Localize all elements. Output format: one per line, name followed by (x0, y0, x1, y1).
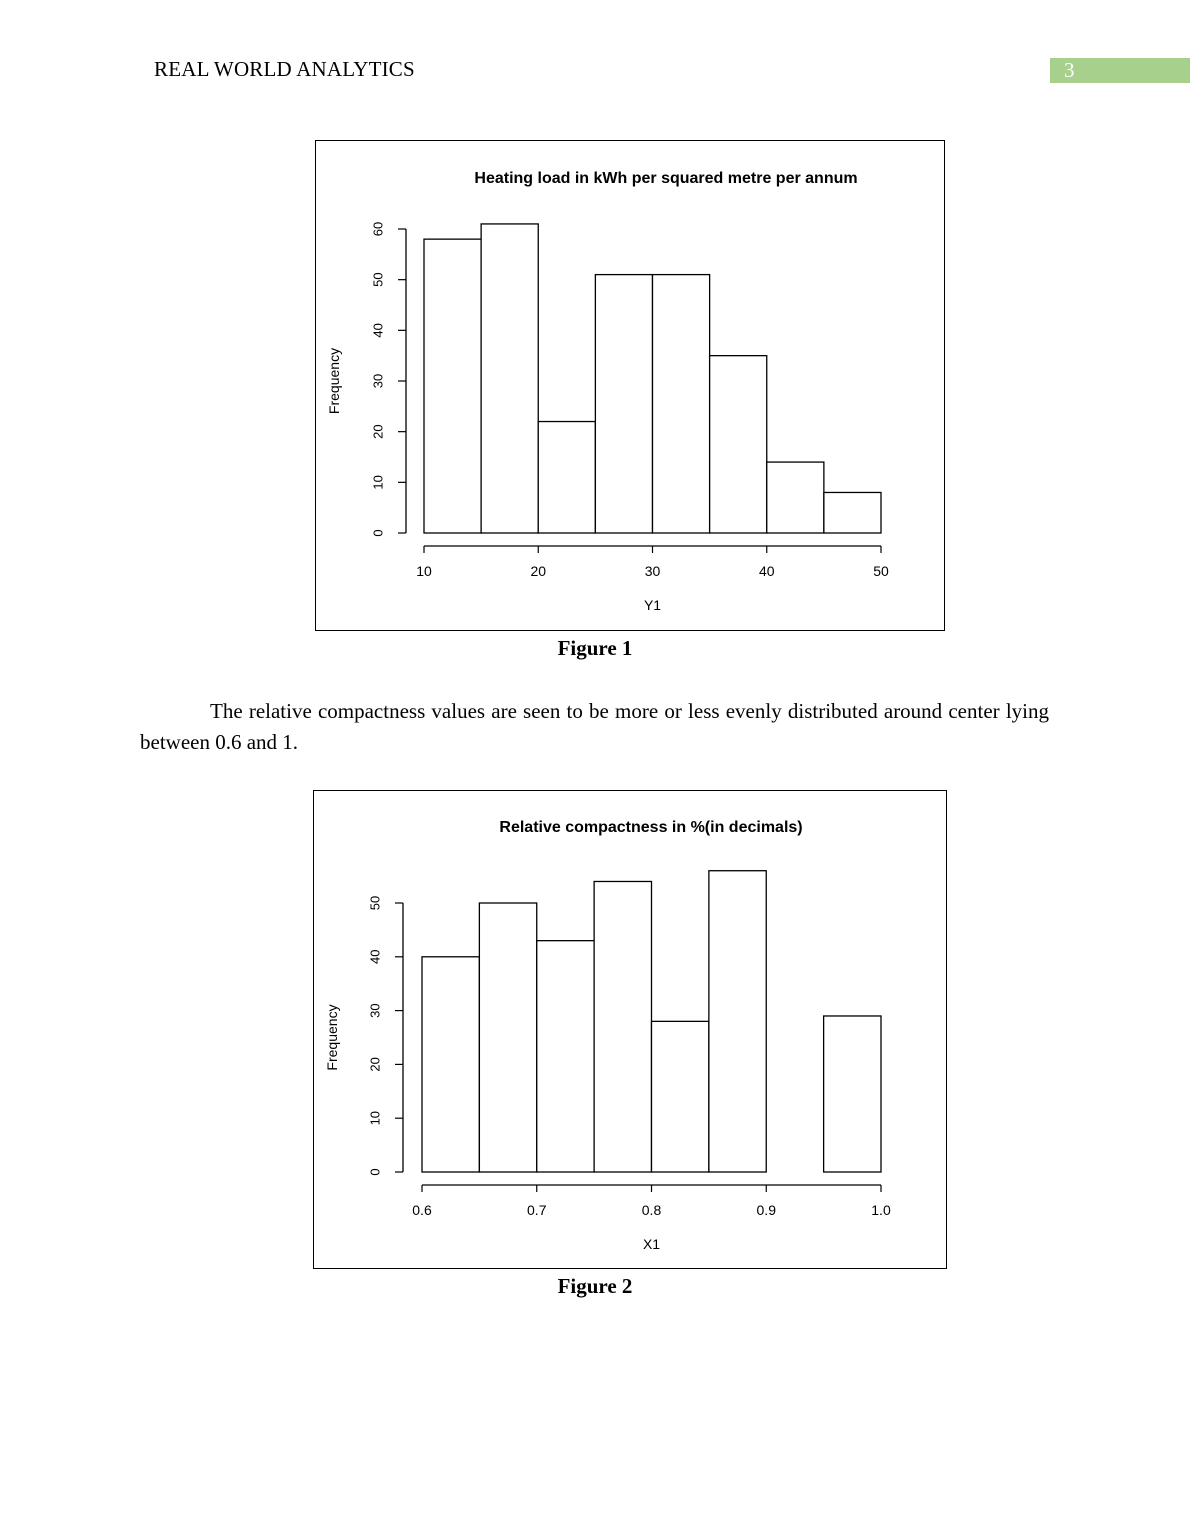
y-tick-label: 50 (367, 895, 383, 911)
figure-2-frame (313, 790, 947, 1269)
histogram-bar (538, 422, 595, 533)
y-tick-label: 20 (367, 1057, 383, 1072)
histogram-bar (824, 492, 881, 533)
x-tick-label: 0.9 (756, 1202, 776, 1218)
y-tick-label: 60 (370, 221, 386, 237)
figure-1-frame (315, 140, 945, 631)
histogram-bar (479, 903, 536, 1172)
histogram-bar (710, 356, 767, 533)
histogram-bar (653, 275, 710, 533)
histogram-bar (709, 871, 766, 1172)
body-paragraph: The relative compactness values are seen to be more or less evenly distributed around center lying between 0.6 and 1. (140, 699, 1049, 754)
y-tick-label: 30 (367, 1003, 383, 1018)
x-tick-label: 10 (416, 563, 432, 579)
y-tick-label: 10 (370, 475, 386, 490)
y-tick-label: 30 (370, 373, 386, 389)
histogram-bar (652, 1021, 709, 1172)
histogram-bar (537, 941, 594, 1172)
x-tick-label: 40 (758, 563, 775, 579)
running-header-title: REAL WORLD ANALYTICS (154, 57, 415, 81)
x-tick-label: 0.6 (412, 1202, 432, 1218)
x-axis-label: X1 (642, 1236, 661, 1252)
chart-title: Heating load in kWh per squared metre per annum (474, 170, 858, 187)
x-tick-label: 20 (530, 563, 547, 579)
histogram-bar (481, 224, 538, 533)
y-axis-label: Frequency (326, 347, 342, 415)
chart-title: Relative compactness in %(in decimals) (499, 819, 803, 836)
page-number-bar (1050, 58, 1190, 83)
histogram-bar (767, 462, 824, 533)
y-tick-label: 40 (367, 949, 383, 965)
x-tick-label: 0.8 (641, 1202, 662, 1218)
y-tick-label: 10 (367, 1110, 383, 1126)
histogram-bar (824, 1016, 881, 1172)
y-tick-label: 0 (370, 529, 386, 537)
y-tick-label: 40 (370, 323, 386, 338)
figure-1-caption: Figure 1 (557, 636, 633, 660)
y-tick-label: 0 (367, 1168, 383, 1176)
figure-2-caption: Figure 2 (557, 1274, 633, 1298)
y-tick-label: 20 (370, 424, 386, 439)
x-tick-label: 0.7 (527, 1202, 547, 1218)
histogram-chart-2 (314, 791, 946, 1268)
x-tick-label: 30 (644, 563, 661, 579)
histogram-bar (595, 275, 652, 533)
histogram-bar (424, 239, 481, 533)
y-tick-label: 50 (370, 272, 386, 287)
x-tick-label: 1.0 (871, 1202, 891, 1218)
x-tick-label: 50 (873, 563, 889, 579)
y-axis-label: Frequency (324, 1004, 340, 1071)
histogram-bar (594, 881, 651, 1172)
histogram-chart-1 (316, 141, 944, 630)
x-axis-label: Y1 (643, 597, 662, 613)
histogram-bar (422, 957, 479, 1172)
page-number: 3 (1064, 58, 1075, 82)
